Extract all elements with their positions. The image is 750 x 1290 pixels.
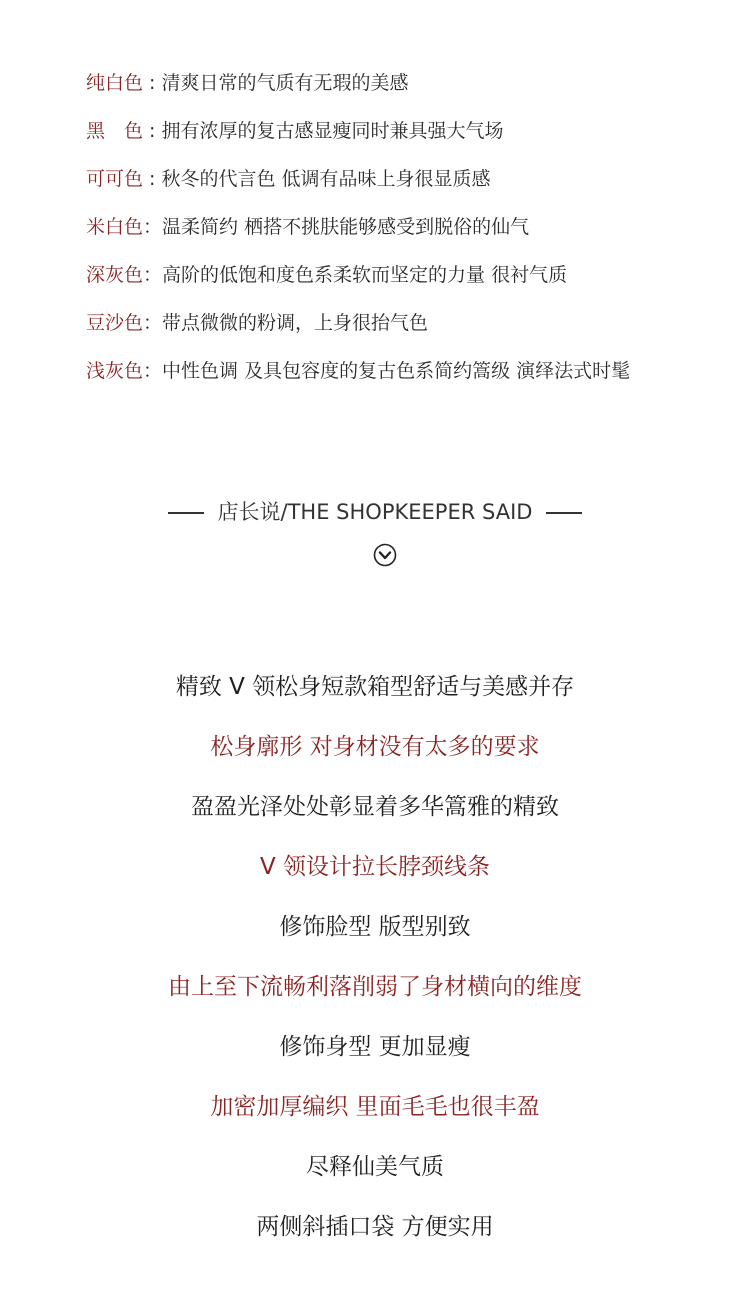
statement-line: 两侧斜插口袋 方便实用	[256, 1214, 494, 1240]
chevron-down-circle-icon	[373, 543, 397, 567]
color-note-cocoa	[86, 160, 726, 208]
color-separator: ：	[143, 264, 163, 286]
color-name: 豆沙色	[86, 312, 144, 334]
statement-line: 盈盈光泽处处彰显着多华篙雅的精致	[191, 794, 559, 820]
color-description: 拥有浓厚的复古感显瘦同时兼具强大气场	[161, 120, 504, 142]
section-title: 店长说/THE SHOPKEEPER SAID	[217, 500, 533, 524]
statement-line: V 领设计拉长脖颈线条	[259, 854, 491, 880]
divider-right	[546, 512, 582, 514]
color-name: 浅灰色	[86, 360, 144, 382]
color-note-dark-gray	[86, 256, 726, 304]
color-description: 高阶的低饱和度色系柔软而坚定的力量 很衬气质	[162, 264, 568, 286]
color-separator: :	[143, 120, 162, 142]
color-notes-list	[86, 64, 726, 400]
statement-line: 修饰脸型 版型别致	[279, 914, 471, 940]
color-name: 可可色	[86, 168, 144, 190]
section-header	[0, 494, 750, 530]
statement-line: 松身廓形 对身材没有太多的要求	[210, 734, 540, 760]
color-separator: ：	[143, 216, 163, 238]
color-description: 秋冬的代言色 低调有品味上身很显质感	[161, 168, 491, 190]
color-note-bean-paste	[86, 304, 726, 352]
color-separator: :	[143, 72, 162, 94]
color-separator: :	[143, 168, 162, 190]
color-description: 温柔简约 栖搭不挑肤能够感受到脱俗的仙气	[162, 216, 530, 238]
divider-left	[168, 512, 204, 514]
statement-line: 加密加厚编织 里面毛毛也很丰盈	[210, 1094, 540, 1120]
color-description: 带点微微的粉调，上身很抬气色	[162, 312, 429, 334]
statement-line: 由上至下流畅利落削弱了身材横向的维度	[168, 974, 582, 1000]
color-note-light-gray	[86, 352, 726, 400]
color-note-off-white	[86, 208, 726, 256]
statement-line: 精致 V 领松身短款箱型舒适与美感并存	[175, 674, 575, 700]
color-name: 米白色	[86, 216, 144, 238]
color-name: 纯白色	[86, 72, 144, 94]
color-note-white	[86, 64, 726, 112]
color-note-black	[86, 112, 726, 160]
color-description: 清爽日常的气质有无瑕的美感	[161, 72, 409, 94]
statement-line: 修饰身型 更加显瘦	[279, 1034, 471, 1060]
color-description: 中性色调 及具包容度的复古色系简约篙级 演绎法式时髦	[162, 360, 631, 382]
shopkeeper-statements	[0, 665, 750, 1265]
color-separator: ：	[143, 360, 163, 382]
statement-line: 尽释仙美气质	[306, 1154, 444, 1180]
color-separator: ：	[143, 312, 163, 334]
color-name: 深灰色	[86, 264, 144, 286]
color-name: 黑 色	[86, 120, 144, 142]
